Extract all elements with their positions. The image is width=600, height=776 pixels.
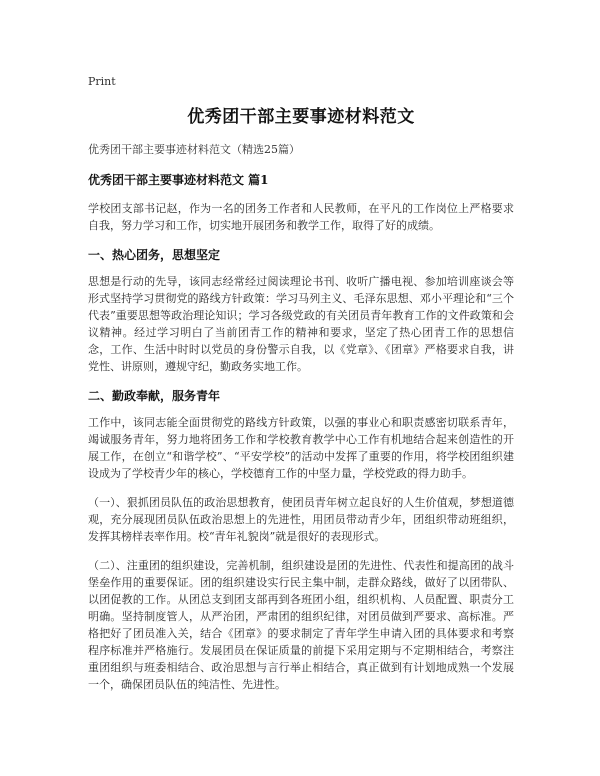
section-1-heading: 一、热心团务，思想坚定 bbox=[88, 248, 221, 262]
print-link[interactable]: Print bbox=[88, 75, 116, 88]
section-2-heading: 二、勤政奉献，服务青年 bbox=[88, 389, 221, 403]
section-2-point-2: （二）、注重团的组织建设，完善机制，组织建设是团的先进性、代表性和提高团的战斗堡垒作用的重要保证。团的组织建设实行民主集中制，走群众路线，做好了以团带队、以团促教的工作。从团总支到团支部再到各班团小组，组织机构、人员配置、职责分工明确。坚持制度管人，从严治团，严肃团的组织纪律，对团员做到严要求、高标准。严格把好了团员准入关，结合《团章》的要求制定了青年学生申请入团的具体要求和考察程序标准并严格施行。发展团员在保证质量的前提下采用定期与不定期相结合，考察注重团组织与班委相结合、政治思想与言行举止相结合，真正做到有计划地成熟一个发展一个，确保团员队伍的纯洁性、先进性。 bbox=[88, 559, 514, 691]
section-1-paragraph: 思想是行动的先导，该同志经常经过阅读理论书刊、收听广播电视、参加培训座谈会等形式坚持学习贯彻党的路线方针政策：学习马列主义、毛泽东思想、邓小平理论和“三个代表”重要思想等政治理论知识；学习各级党政的有关团员青年教育工作的文件政策和会议精神。经过学习明白了当前团青工作的精神和要求，坚定了热心团青工作的思想信念，工作、生活中时时以党员的身份警示自我，以《党章》、《团章》严格要求自我，讲党性、讲原则，遵规守纪，勤政务实地工作。 bbox=[88, 275, 514, 373]
article-title: 优秀团干部主要事迹材料范文 篇1 bbox=[88, 173, 269, 187]
section-2-paragraph: 工作中，该同志能全面贯彻党的路线方针政策，以强的事业心和职责感密切联系青年，竭诚服务青年，努力地将团务工作和学校教育教学中心工作有机地结合起来创造性的开展工作，在创立“和谐学校”、“平安学校”的活动中发挥了重要的作用，将学校团组织建设成为了学校青少年的核心，学校德育工作的中坚力量，学校党政的得力助手。 bbox=[88, 416, 514, 480]
page-title: 优秀团干部主要事迹材料范文 bbox=[187, 107, 415, 127]
section-2-point-1: （一）、狠抓团员队伍的政治思想教育，使团员青年树立起良好的人生价值观，梦想道德观，充分展现团员队伍政治思想上的先进性，用团员带动青少年，团组织带动班组织，发挥其榜样表率作用。校“青年礼貌岗”就是很好的表现形式。 bbox=[88, 496, 514, 543]
intro-paragraph: 学校团支部书记赵，作为一名的团务工作者和人民教师，在平凡的工作岗位上严格要求自我，努力学习和工作，切实地开展团务和教学工作，取得了好的成绩。 bbox=[88, 202, 514, 232]
document-subtitle: 优秀团干部主要事迹材料范文（精选25篇） bbox=[88, 143, 300, 156]
